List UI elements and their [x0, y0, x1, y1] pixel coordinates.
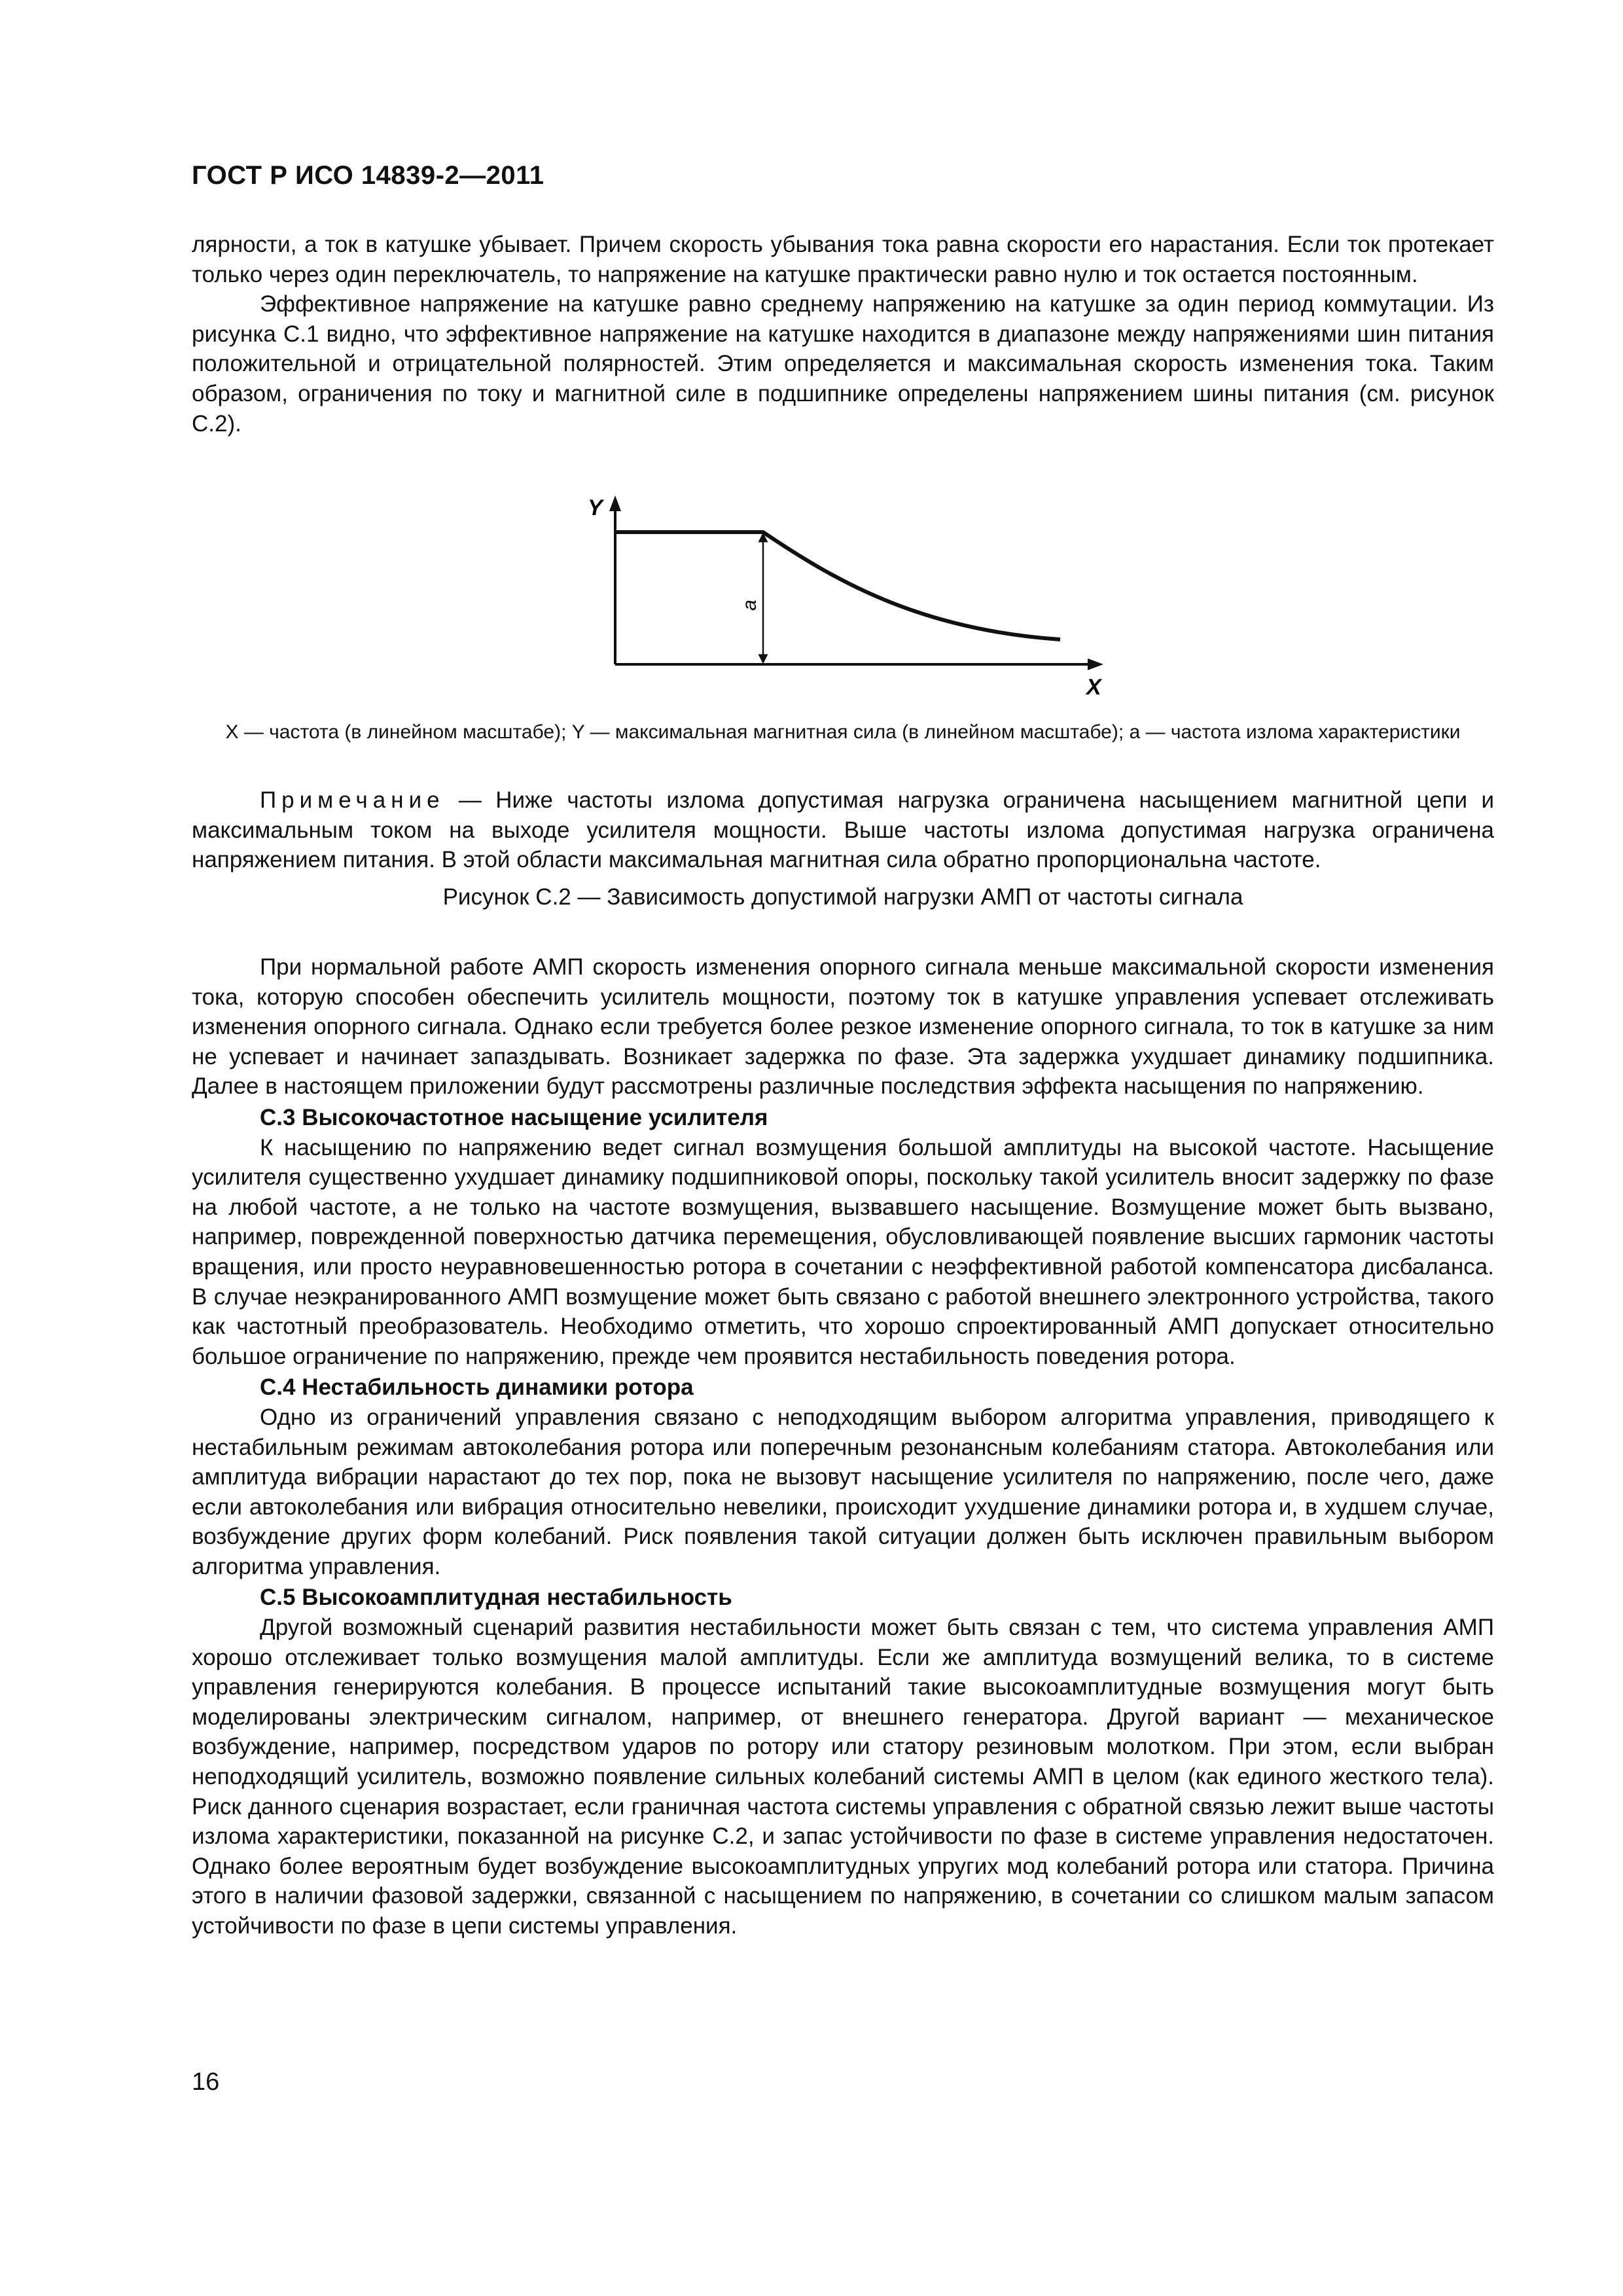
y-axis-arrow-icon: [609, 495, 621, 511]
figure-note: [192, 785, 1494, 875]
paragraph-effective-voltage: Эффективное напряжение на катушке равно среднему напряжению на катушке за один период коммутации. Из рисунка С.1 видно, что эффективное напряжение на катушке находится в диапазоне между напряжениями шин питания положительной и отрицательной полярностей. Этим определяется и максимальная скорость изменения тока. Таким образом, ограничения по току и магнитной силе в подшипнике определены напряжением шины питания (см. рисунок С.2).: [192, 291, 1494, 437]
page-number: 16: [192, 2068, 220, 2096]
section-heading-c5: С.5 Высокоамплитудная нестабильность: [260, 1585, 732, 1611]
load-frequency-graph: [576, 494, 1126, 710]
limit-curve: [615, 532, 1060, 639]
x-axis-label: X: [1086, 675, 1101, 700]
section-heading-c3: С.3 Высокочастотное насыщение усилителя: [260, 1104, 768, 1130]
figure-title: Рисунок С.2 — Зависимость допустимой нагрузки АМП от частоты сигнала: [442, 884, 1243, 910]
section-heading-c4: С.4 Нестабильность динамики ротора: [260, 1374, 694, 1401]
y-axis-label: Y: [588, 495, 603, 520]
x-axis-arrow-icon: [1088, 658, 1103, 670]
figure-legend: X — частота (в линейном масштабе); Y — максимальная магнитная сила (в линейном масштабе); a — частота излома характеристики: [225, 721, 1461, 743]
paragraph-continuation: лярности, а ток в катушке убывает. Причем скорость убывания тока равна скорости его нарастания. Если ток протекает только через один переключатель, то напряжение на катушке практически равно нулю и ток остается постоянным.: [192, 232, 1494, 287]
paragraph-c3: К насыщению по напряжению ведет сигнал возмущения большой амплитуды на высокой частоте. Насыщение усилителя существенно ухудшает динамику подшипниковой опоры, поскольку такой усилитель вносит задержку по фазе на любой частоте, а не только на частоте возмущения, вызвавшего насыщение. Возмущение может быть вызвано, например, поврежденной поверхностью датчика перемещения, обусловливающей появление высших гармоник частоты вращения, или просто неуравновешенностью ротора в сочетании с неэффективной работой компенсатора дисбаланса. В случае неэкранированного АМП возмущение может быть связано с работой внешнего электронного устройства, такого как частотный преобразователь. Необходимо отметить, что хорошо спроектированный АМП допускает относительно большое ограничение по напряжению, прежде чем проявится нестабильность поведения ротора.: [192, 1134, 1494, 1369]
note-text: — Ниже частоты излома допустимая нагрузка ограничена насыщением магнитной цепи и максимальным током на выходе усилителя мощности. Выше частоты излома допустимая нагрузка ограничена напряжением питания. В этой области максимальная магнитная сила обратно пропорциональна частоте.: [192, 787, 1494, 873]
main-text-block: [192, 952, 1494, 1941]
note-label: Примечание: [260, 787, 445, 813]
document-id-header: ГОСТ Р ИСО 14839-2—2011: [192, 161, 544, 190]
figure-c2-diagram: [576, 494, 1126, 710]
dimension-label-a: a: [739, 600, 760, 611]
paragraph-normal-operation: При нормальной работе АМП скорость изменения опорного сигнала меньше максимальной скорости изменения тока, которую способен обеспечить усилитель мощности, поэтому ток в катушке управления успевает отслеживать изменения опорного сигнала. Однако если требуется более резкое изменение опорного сигнала, то ток в катушке за ним не успевает и начинает запаздывать. Возникает задержка по фазе. Эта задержка ухудшает динамику подшипника. Далее в настоящем приложении будут рассмотрены различные последствия эффекта насыщения по напряжению.: [192, 954, 1494, 1100]
paragraph-c5: Другой возможный сценарий развития нестабильности может быть связан с тем, что система управления АМП хорошо отслеживает только возмущения малой амплитуды. Если же амплитуда возмущений велика, то в системе управления генерируются колебания. В процессе испытаний такие высокоамплитудные возмущения могут быть моделированы электрическим сигналом, например, от внешнего генератора. Другой вариант — механическое возбуждение, например, посредством ударов по ротору или статору резиновым молотком. При этом, если выбран неподходящий усилитель, возможно появление сильных колебаний системы АМП в целом (как единого жесткого тела). Риск данного сценария возрастает, если граничная частота системы управления с обратной связью лежит выше частоты излома характеристики, показанной на рисунке С.2, и запас устойчивости по фазе в системе управления недостаточен. Однако более вероятным будет возбуждение высокоамплитудных упругих мод колебаний ротора или статора. Причина этого в наличии фазовой задержки, связанной с насыщением по напряжению, в сочетании со слишком малым запасом устойчивости по фазе в цепи системы управления.: [192, 1615, 1494, 1939]
intro-text-block: [192, 230, 1494, 439]
paragraph-c4: Одно из ограничений управления связано с неподходящим выбором алгоритма управления, приводящего к нестабильным режимам автоколебания ротора или поперечным резонансным колебаниям статора. Автоколебания или амплитуда вибрации нарастают до тех пор, пока не вызовут насыщение усилителя по напряжению, после чего, даже если автоколебания или вибрация относительно невелики, происходит ухудшение динамики ротора и, в худшем случае, возбуждение других форм колебаний. Риск появления такой ситуации должен быть исключен правильным выбором алгоритма управления.: [192, 1404, 1494, 1579]
